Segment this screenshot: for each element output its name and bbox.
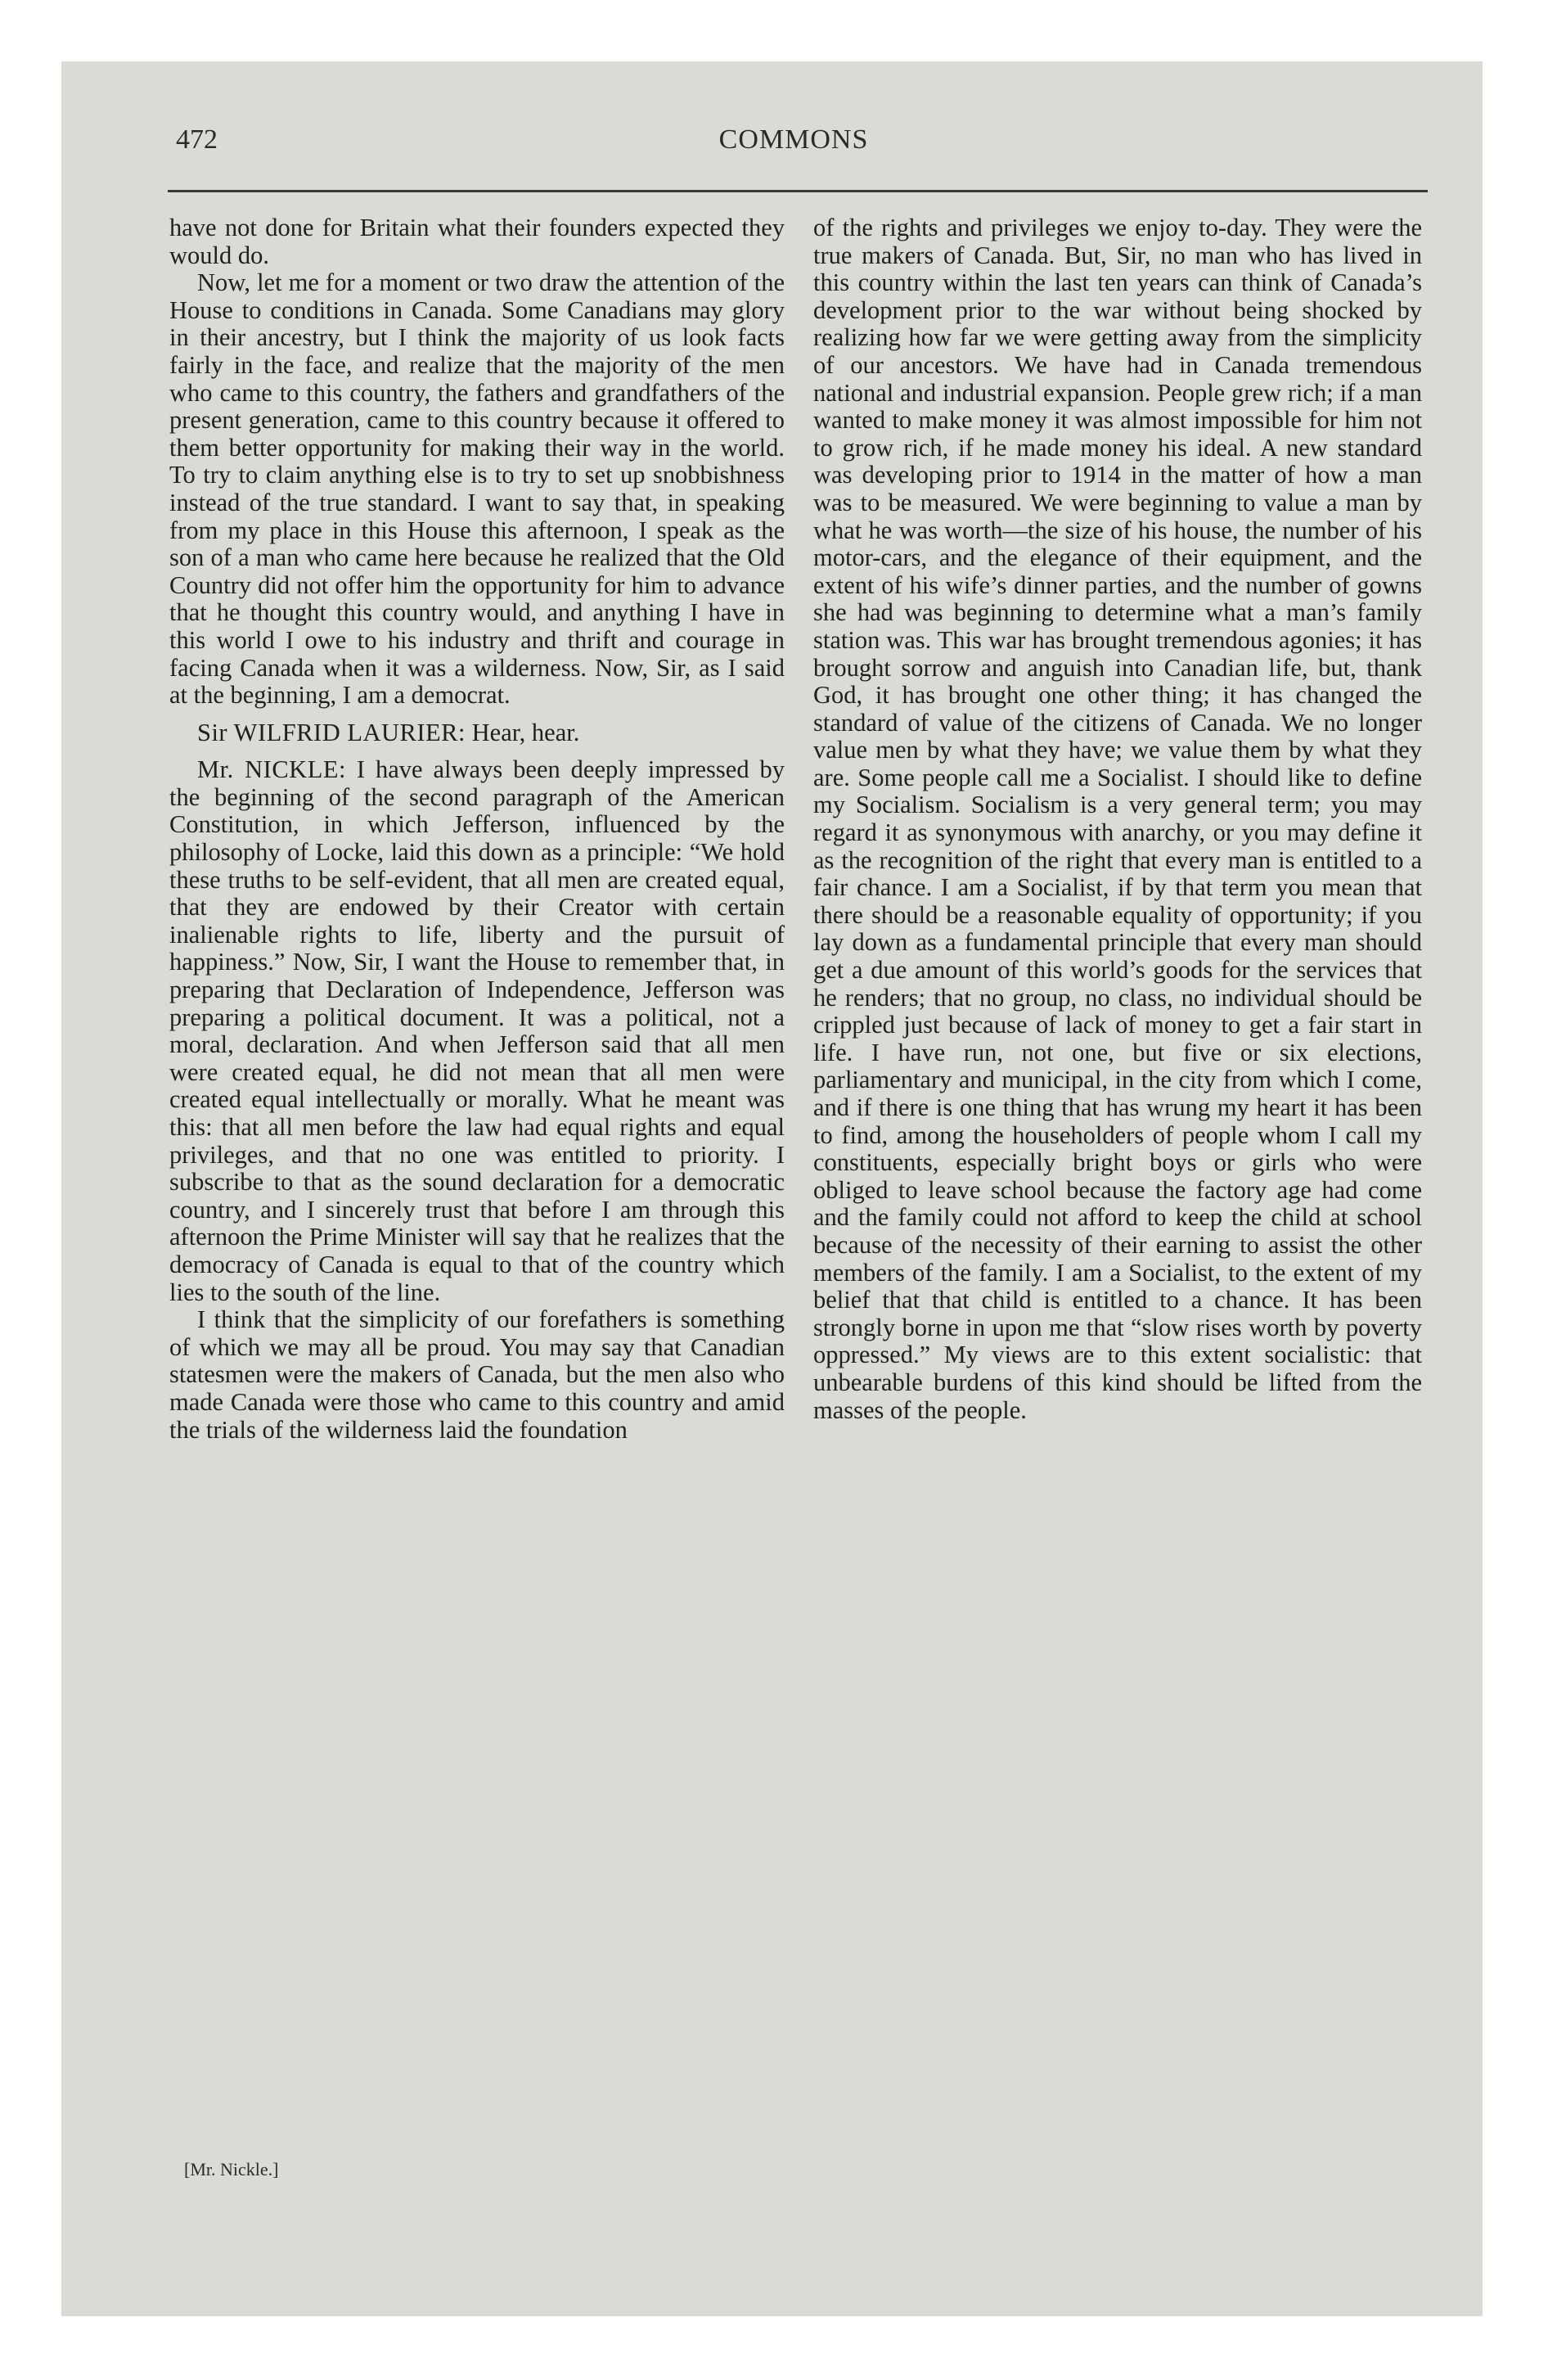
paragraph: I think that the simplicity of our forefathers is something of which we may all be proud. You may say that Canadian statesmen were the makers of Canada, but the men also who made Canada were those who came to this country and amid the trials of the wilderness laid the foundation (169, 1305, 785, 1444)
header-rule (168, 190, 1428, 192)
speaker-footer-note: [Mr. Nickle.] (184, 2159, 279, 2179)
paragraph: have not done for Britain what their founders expected they would do. (169, 214, 785, 269)
paragraph: Now, let me for a moment or two draw the attention of the House to conditions in Canada. Some Canadians may glory in their ancestry, but I think the majority of us look facts fairly in the face, and realize that the majority of the men who came to this country, the fathers and grandfathers of the present generation, came to this country because it offered to them better opportunity for making their way in the world. To try to claim anything else is to try to set up snobbishness instead of the true standard. I want to say that, in speaking from my place in this House this afternoon, I speak as the son of a man who came here because he realized that the Old Country did not offer him the opportunity for him to advance that he thought this country would, and anything I have in this world I owe to his industry and thrift and courage in facing Canada when it was a wilderness. Now, Sir, as I said at the beginning, I am a democrat. (169, 268, 785, 710)
paragraph: of the rights and privileges we enjoy to-day. They were the true makers of Canada. But, Sir, no man who has lived in this country within the last ten years can think of Canada’s development prior to the war without being shocked by realizing how far we were getting away from the simplicity of our ancestors. We have had in Canada tremendous national and industrial expansion. People grew rich; if a man wanted to make money it was almost impossible for him not to grow rich, if he made money his ideal. A new standard was developing prior to 1914 in the matter of how a man was to be measured. We were beginning to value a man by what he was worth—the size of his house, the number of his motor-cars, and the elegance of their equipment, and the extent of his wife’s dinner parties, and the number of gowns she had was beginning to determine what a man’s family station was. This war has brought tremendous agonies; it has brought sorrow and anguish into Canadian life, but, thank God, it has brought one other thing; it has changed the standard of value of the citizens of Canada. We no longer value men by what they have; we value them by what they are. Some people call me a Socialist. I should like to define my Socialism. Socialism is a very general term; you may regard it as synonymous with anarchy, or you may define it as the recognition of the right that every man is entitled to a fair chance. I am a Socialist, if by that term you mean that there should be a reasonable equality of opportunity; if you lay down as a fundamental principle that every man should get a due amount of this world’s goods for the services that he renders; that no group, no class, no individual should be crippled just because of lack of money to get a fair start in life. I have run, not one, but five or six elections, parliamentary and municipal, in the city from which I come, and if there is one thing that has wrung my heart it has been to find, among the householders of people whom I call my constituents, especially bright boys or girls who were obliged to leave school because the factory age had come and the family could not afford to keep the child at school because of the necessity of their earning to assist the other members of the family. I am a Socialist, to the extent of my belief that that child is entitled to a chance. It has been strongly borne in upon me that “slow rises worth by poverty oppressed.” My views are to this extent socialistic: that unbearable burdens of this kind should be lifted from the masses of the people. (813, 214, 1422, 1424)
speaker-name: Mr. NICKLE: (197, 755, 346, 784)
running-head: COMMONS (718, 124, 869, 155)
speech-laurier (169, 719, 785, 747)
speech-text: I have always been deeply impressed by the beginning of the second paragraph of the American Constitution, in which Jefferson, influenced by the philosophy of Locke, laid this down as a principle: “We hold these truths to be self-evident, that all men are created equal, that they are endowed by their Creator with certain inalienable rights to life, liberty and the pursuit of happiness.” Now, Sir, I want the House to remember that, in preparing that Declaration of Independence, Jefferson was preparing a political document. It was a political, not a moral, declaration. And when Jefferson said that all men were created equal, he did not mean that all men were created equal intellectually or morally. What he meant was this: that all men before the law had equal rights and equal privileges, and that no one was entitled to priority. I subscribe to that as the sound declaration for a democratic country, and I sincerely trust that before I am through this afternoon the Prime Minister will say that he realizes that the democracy of Canada is equal to that of the country which lies to the south of the line. (169, 755, 785, 1306)
page-number: 472 (176, 124, 218, 155)
left-column (169, 214, 785, 1444)
speech-nickle (169, 756, 785, 1306)
right-column (813, 214, 1422, 1424)
speaker-name: Sir WILFRID LAURIER: (197, 718, 466, 746)
speech-text: Hear, hear. (471, 718, 580, 746)
